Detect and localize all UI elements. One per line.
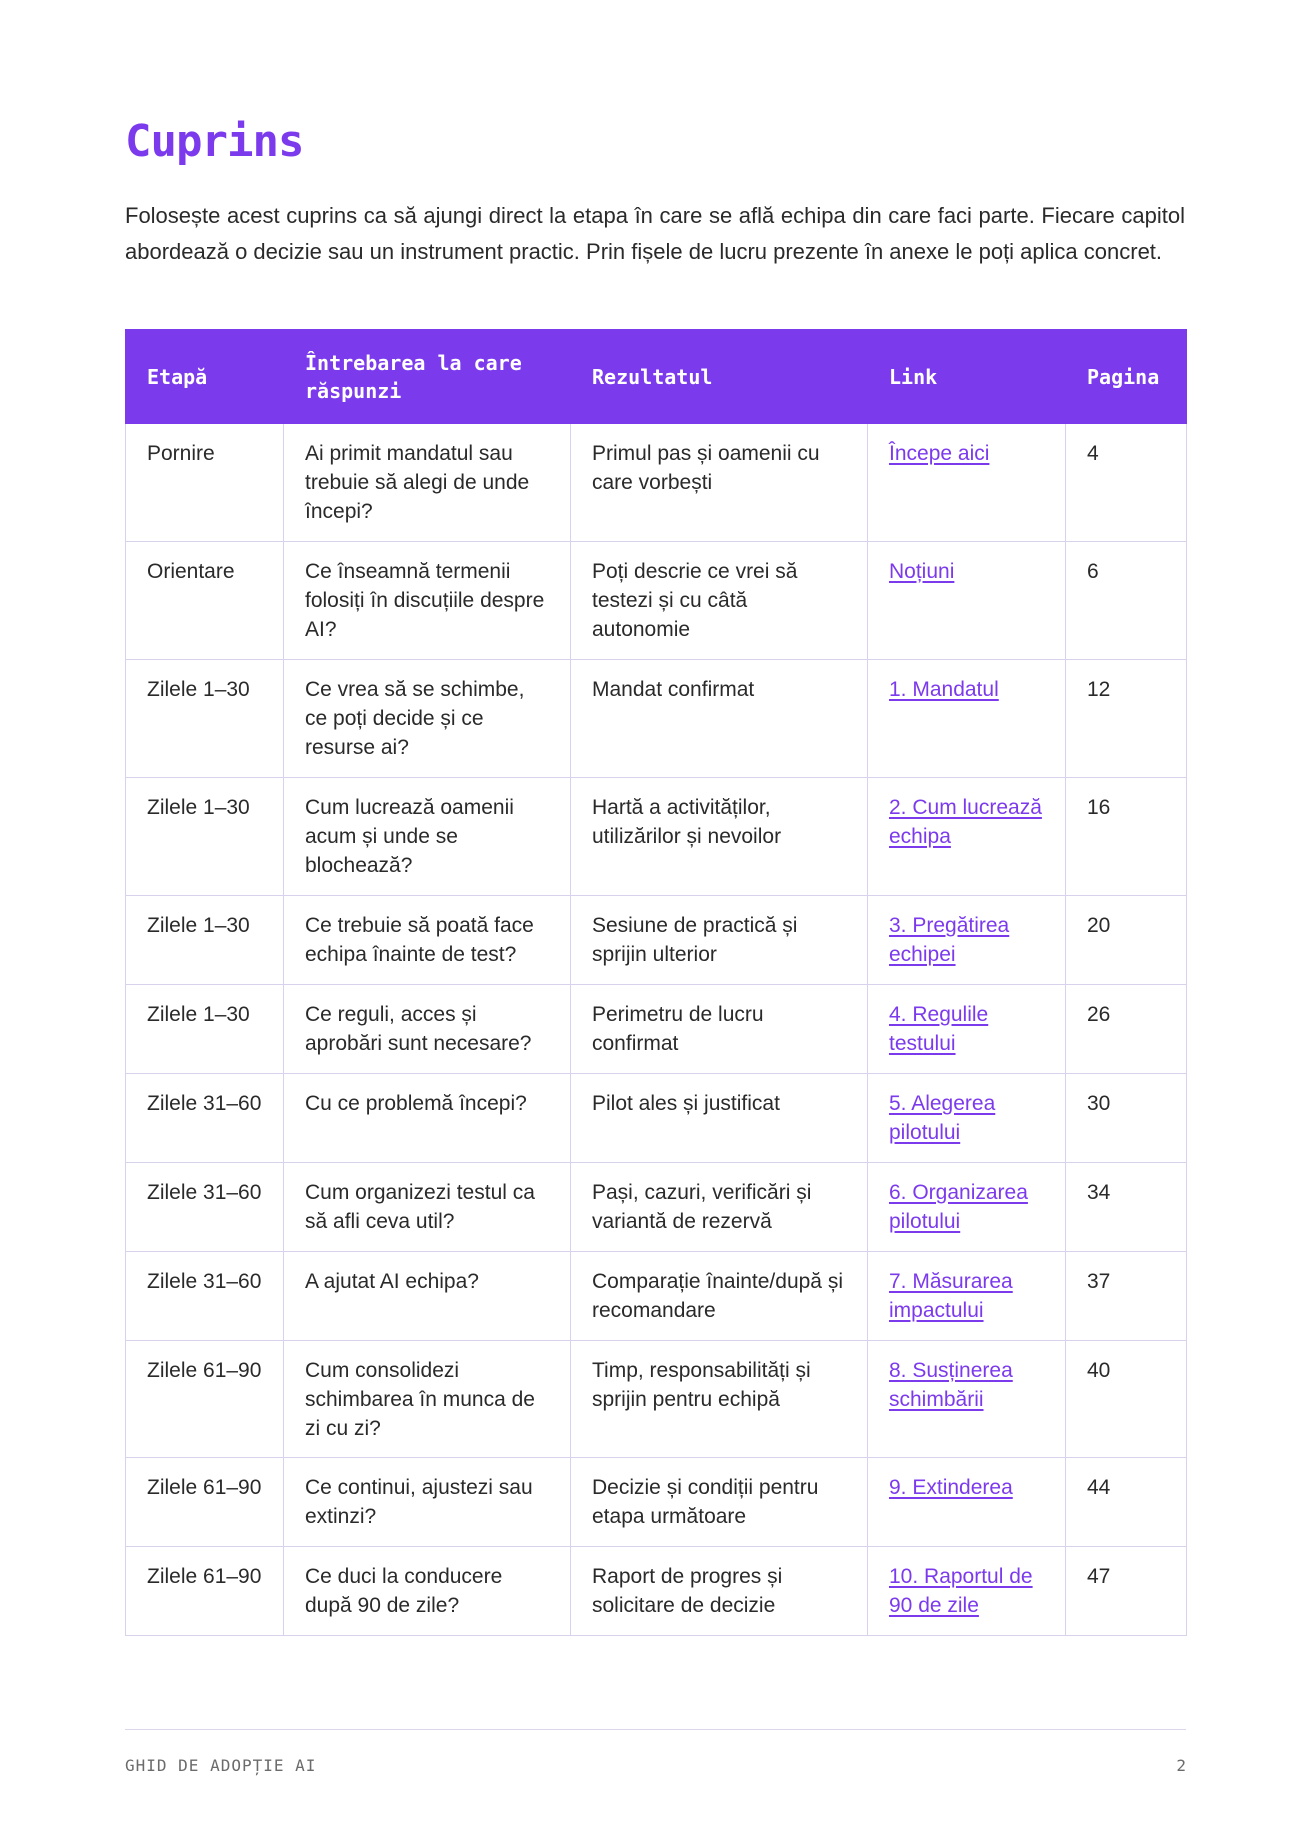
cell-link [868,1074,1066,1163]
cell-rezultat: Hartă a activităților, utilizărilor și nevoilor [571,778,868,896]
cell-link [868,424,1066,542]
cell-rezultat: Comparație înainte/după și recomandare [571,1252,868,1341]
table-row [126,1252,1187,1341]
cell-link [868,1341,1066,1458]
cell-etapa: Pornire [126,424,284,542]
cell-link [868,542,1066,660]
cell-intrebare: Ce vrea să se schimbe, ce poți decide și ce resurse ai? [284,660,571,778]
cell-link [868,1252,1066,1341]
cell-pagina: 26 [1066,985,1187,1074]
footer-document-title: GHID DE ADOPȚIE AI [125,1756,317,1775]
cell-pagina: 16 [1066,778,1187,896]
cell-rezultat: Mandat confirmat [571,660,868,778]
cell-etapa: Zilele 1–30 [126,660,284,778]
cell-pagina: 40 [1066,1341,1187,1458]
cell-pagina: 47 [1066,1547,1187,1636]
cell-rezultat: Pași, cazuri, verificări și variantă de rezervă [571,1163,868,1252]
cell-pagina: 6 [1066,542,1187,660]
cell-intrebare: Ce reguli, acces și aprobări sunt necesare? [284,985,571,1074]
chapter-link[interactable]: 6. Organizarea pilotului [889,1181,1028,1233]
cell-pagina: 37 [1066,1252,1187,1341]
header-rezultat: Rezultatul [571,330,868,424]
cell-intrebare: Ce duci la conducere după 90 de zile? [284,1547,571,1636]
cell-intrebare: Ce continui, ajustezi sau extinzi? [284,1458,571,1547]
cell-rezultat: Primul pas și oamenii cu care vorbești [571,424,868,542]
cell-rezultat: Perimetru de lucru confirmat [571,985,868,1074]
cell-pagina: 12 [1066,660,1187,778]
cell-pagina: 30 [1066,1074,1187,1163]
chapter-link[interactable]: 4. Regulile testului [889,1003,989,1055]
cell-link [868,660,1066,778]
cell-etapa: Zilele 61–90 [126,1341,284,1458]
cell-intrebare: Cum consolidezi schimbarea în munca de zi cu zi? [284,1341,571,1458]
table-row [126,542,1187,660]
cell-etapa: Zilele 1–30 [126,985,284,1074]
cell-link [868,778,1066,896]
table-of-contents [125,329,1187,1636]
table-row [126,1547,1187,1636]
cell-intrebare: Cum organizezi testul ca să afli ceva util? [284,1163,571,1252]
chapter-link[interactable]: Începe aici [889,442,990,465]
cell-etapa: Zilele 31–60 [126,1163,284,1252]
cell-intrebare: Ce înseamnă termenii folosiți în discuțiile despre AI? [284,542,571,660]
chapter-link[interactable]: 9. Extinderea [889,1476,1013,1499]
footer-divider [125,1729,1186,1730]
cell-etapa: Orientare [126,542,284,660]
cell-link [868,1547,1066,1636]
table-row [126,985,1187,1074]
header-etapa: Etapă [126,330,284,424]
cell-rezultat: Poți descrie ce vrei să testezi și cu câtă autonomie [571,542,868,660]
cell-intrebare: Ce trebuie să poată face echipa înainte de test? [284,896,571,985]
chapter-link[interactable]: 7. Măsurarea impactului [889,1270,1013,1322]
cell-link [868,1458,1066,1547]
cell-rezultat: Sesiune de practică și sprijin ulterior [571,896,868,985]
table-row [126,1458,1187,1547]
table-row [126,1163,1187,1252]
chapter-link[interactable]: 8. Susținerea schimbării [889,1359,1013,1411]
table-row [126,1074,1187,1163]
table-row [126,778,1187,896]
header-link: Link [868,330,1066,424]
cell-intrebare: Cu ce problemă începi? [284,1074,571,1163]
chapter-link[interactable]: 1. Mandatul [889,678,999,701]
cell-intrebare: Cum lucrează oamenii acum și unde se blochează? [284,778,571,896]
cell-pagina: 34 [1066,1163,1187,1252]
cell-rezultat: Pilot ales și justificat [571,1074,868,1163]
cell-etapa: Zilele 1–30 [126,778,284,896]
table-row [126,424,1187,542]
cell-intrebare: A ajutat AI echipa? [284,1252,571,1341]
cell-pagina: 44 [1066,1458,1187,1547]
chapter-link[interactable]: 10. Raportul de 90 de zile [889,1565,1033,1617]
cell-rezultat: Timp, responsabilități și sprijin pentru echipă [571,1341,868,1458]
cell-link [868,896,1066,985]
chapter-link[interactable]: Noțiuni [889,560,955,583]
chapter-link[interactable]: 2. Cum lucrează echipa [889,796,1042,848]
cell-etapa: Zilele 1–30 [126,896,284,985]
cell-etapa: Zilele 61–90 [126,1458,284,1547]
cell-etapa: Zilele 31–60 [126,1252,284,1341]
footer-page-number: 2 [1176,1756,1186,1775]
chapter-link[interactable]: 5. Alegerea pilotului [889,1092,996,1144]
cell-etapa: Zilele 31–60 [126,1074,284,1163]
chapter-link[interactable]: 3. Pregătirea echipei [889,914,1010,966]
cell-pagina: 4 [1066,424,1187,542]
cell-pagina: 20 [1066,896,1187,985]
header-pagina: Pagina [1066,330,1187,424]
table-row [126,660,1187,778]
table-header-row [126,330,1187,424]
cell-etapa: Zilele 61–90 [126,1547,284,1636]
cell-intrebare: Ai primit mandatul sau trebuie să alegi de unde începi? [284,424,571,542]
header-intrebare: Întrebarea la care răspunzi [284,330,571,424]
cell-rezultat: Raport de progres și solicitare de decizie [571,1547,868,1636]
cell-link [868,1163,1066,1252]
table-row [126,1341,1187,1458]
table-row [126,896,1187,985]
cell-rezultat: Decizie și condiții pentru etapa următoare [571,1458,868,1547]
page-title: Cuprins [125,116,304,167]
intro-paragraph: Folosește acest cuprins ca să ajungi direct la etapa în care se află echipa din care faci parte. Fiecare capitol abordează o decizie sau un instrument practic. Prin fișele de lucru prezente în anexe le poți aplica concret. [125,203,1185,264]
cell-link [868,985,1066,1074]
